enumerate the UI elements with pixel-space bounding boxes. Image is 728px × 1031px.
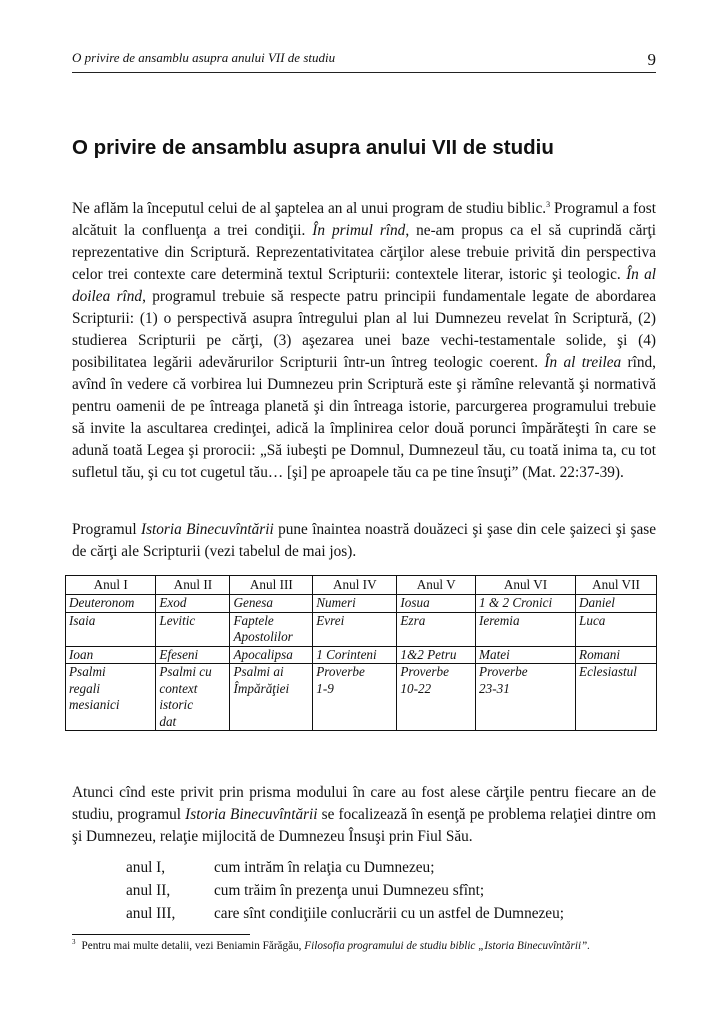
table-cell: Apocalipsa bbox=[230, 646, 313, 664]
table-cell: Psalmi bbox=[66, 664, 156, 681]
table-cell bbox=[576, 681, 657, 698]
table-cell bbox=[476, 697, 576, 714]
table-cell: 23-31 bbox=[476, 681, 576, 698]
table-cell: Împărăţiei bbox=[230, 681, 313, 698]
table-header-row bbox=[66, 576, 657, 595]
text-span: rînd, avînd în vedere că vorbirea lui Dumnezeu prin Scriptură este şi rămîne relevantă şi normativă pentru oamenii de pe întreaga planetă şi din întreaga istorie, parcurgerea programului trebuie să invite la ascultarea credinţei, adică la împlinirea celor două porunci împărăteşti în care se adună toată Legea şi prorocii: „Să iubeşti pe Domnul, Dumnezeul tău, cu toată inima ta, cu tot sufletul tău, şi cu tot cugetul tău… [şi] pe aproapele tău ca pe tine însuţi” (Mat. 22:37-39). bbox=[72, 354, 657, 481]
list-item-year: anul I, bbox=[126, 859, 166, 876]
text-span: Pentru mai multe detalii, vezi Beniamin Fărăgău, bbox=[81, 940, 305, 952]
text-span: , ne-am propus ca el să cuprindă cărţi reprezentative din Scriptură. Reprezentativitatea cărţilor alese trebuie privită din perspectiva celor trei contexte care determină textul Scripturii: contextele literar, istoric şi teologic. bbox=[72, 222, 656, 283]
table-cell bbox=[313, 629, 397, 646]
table-cell bbox=[476, 714, 576, 731]
table-cell: regali bbox=[66, 681, 156, 698]
table-cell bbox=[397, 629, 476, 646]
emphasis-text: Istoria Binecuvîntării bbox=[185, 806, 318, 823]
paragraph-focus bbox=[72, 782, 656, 848]
column-header: Anul V bbox=[397, 576, 476, 595]
table-cell bbox=[576, 629, 657, 646]
table-cell: Ezra bbox=[397, 612, 476, 629]
text-span: pune înaintea noastră douăzeci şi şase din cele şaizeci şi şase de cărţi ale Scripturii (vezi tabelul de mai jos). bbox=[72, 521, 656, 560]
page-number: 9 bbox=[647, 50, 656, 69]
footnote-rule bbox=[72, 934, 250, 935]
table-cell: Genesa bbox=[230, 595, 313, 613]
column-header: Anul IV bbox=[313, 576, 397, 595]
table-cell bbox=[66, 629, 156, 646]
table-row bbox=[66, 595, 657, 613]
emphasis-text: În primul rînd bbox=[312, 222, 406, 239]
table-cell: 1&2 Petru bbox=[397, 646, 476, 664]
header-rule bbox=[72, 72, 656, 73]
table-cell bbox=[576, 714, 657, 731]
table-cell: Daniel bbox=[576, 595, 657, 613]
table-cell bbox=[313, 697, 397, 714]
table-cell bbox=[313, 714, 397, 731]
column-header: Anul VII bbox=[576, 576, 657, 595]
list-item-text: cum intrăm în relaţia cu Dumnezeu; bbox=[214, 859, 435, 876]
running-header: O privire de ansamblu asupra anului VII de studiu bbox=[72, 50, 336, 65]
table-cell: Psalmi cu bbox=[156, 664, 230, 681]
table-cell: Psalmi ai bbox=[230, 664, 313, 681]
table-cell: Proverbe bbox=[397, 664, 476, 681]
table-cell bbox=[156, 629, 230, 646]
table-cell: mesianici bbox=[66, 697, 156, 714]
table-cell: 1 & 2 Cronici bbox=[476, 595, 576, 613]
table-row bbox=[66, 612, 657, 629]
table-cell bbox=[230, 697, 313, 714]
table-cell: 10-22 bbox=[397, 681, 476, 698]
table-row bbox=[66, 664, 657, 681]
table-cell: 1-9 bbox=[313, 681, 397, 698]
table-row bbox=[66, 629, 657, 646]
table-cell: Apostolilor bbox=[230, 629, 313, 646]
list-item bbox=[126, 902, 564, 925]
table-cell: Luca bbox=[576, 612, 657, 629]
column-header: Anul II bbox=[156, 576, 230, 595]
table-cell: istoric bbox=[156, 697, 230, 714]
column-header: Anul I bbox=[66, 576, 156, 595]
table-cell: Iosua bbox=[397, 595, 476, 613]
table-cell: Efeseni bbox=[156, 646, 230, 664]
list-item-text: cum trăim în prezenţa unui Dumnezeu sfînt; bbox=[214, 882, 485, 899]
table-cell: dat bbox=[156, 714, 230, 731]
table-cell: Ieremia bbox=[476, 612, 576, 629]
table-cell: Matei bbox=[476, 646, 576, 664]
footnote bbox=[72, 939, 672, 953]
emphasis-text: Filosofia programului de studiu biblic „Istoria Binecuvîntării”. bbox=[304, 940, 591, 952]
table-cell: Romani bbox=[576, 646, 657, 664]
text-span: , programul trebuie să respecte patru principii fundamentale legate de abordarea Scripturii: (1) o perspectivă asupra întregului plan al lui Dumnezeu revelat în Scriptură, (2) studierea Scripturii pe cărţi, (3) aşezarea unei baze vechi-testamentale solide, şi (4) posibilitatea legării adevărurilor Scripturii într-un întreg teologic coerent. bbox=[72, 288, 656, 371]
paragraph-program bbox=[72, 519, 656, 563]
table-row bbox=[66, 714, 657, 731]
table-cell bbox=[397, 697, 476, 714]
text-span: Ne aflăm la începutul celui de al şaptelea an al unui program de studiu biblic. bbox=[72, 200, 547, 217]
list-item bbox=[126, 879, 564, 902]
table-cell: Ioan bbox=[66, 646, 156, 664]
table-cell: Faptele bbox=[230, 612, 313, 629]
table-cell bbox=[230, 714, 313, 731]
table-cell bbox=[576, 697, 657, 714]
table-cell: context bbox=[156, 681, 230, 698]
text-span: Atunci cînd este privit prin prisma modului în care au fost alese cărţile pentru fiecare an de studiu, programul bbox=[72, 784, 656, 823]
list-item-text: care sînt condiţiile conlucrării cu un astfel de Dumnezeu; bbox=[214, 905, 564, 922]
table-cell: Eclesiastul bbox=[576, 664, 657, 681]
table-cell bbox=[397, 714, 476, 731]
year-focus-list bbox=[126, 856, 564, 925]
emphasis-text: În al treilea bbox=[544, 354, 622, 371]
table-cell: 1 Corinteni bbox=[313, 646, 397, 664]
text-span: Programul a fost alcătuit la confluenţa a trei condiţii. bbox=[72, 200, 656, 239]
table-cell bbox=[476, 629, 576, 646]
list-item bbox=[126, 856, 564, 879]
emphasis-text: Istoria Binecuvîntării bbox=[140, 521, 274, 538]
paragraph-intro bbox=[72, 198, 656, 484]
books-table bbox=[65, 575, 657, 731]
list-item-year: anul II, bbox=[126, 882, 171, 899]
list-item-year: anul III, bbox=[126, 905, 176, 922]
footnote-number: 3 bbox=[72, 938, 76, 947]
table-row bbox=[66, 646, 657, 664]
text-span: se focalizează în esenţă pe problema relaţiei dintre om şi Dumnezeu, relaţie mijlocită de Dumnezeu Însuşi prin Fiul Său. bbox=[72, 806, 656, 845]
emphasis-text: În al doilea rînd bbox=[72, 266, 657, 305]
column-header: Anul VI bbox=[476, 576, 576, 595]
text-span: Programul bbox=[72, 521, 141, 538]
section-title: O privire de ansamblu asupra anului VII de studiu bbox=[72, 136, 554, 159]
table-cell: Proverbe bbox=[313, 664, 397, 681]
column-header: Anul III bbox=[230, 576, 313, 595]
table-cell: Levitic bbox=[156, 612, 230, 629]
table-row bbox=[66, 697, 657, 714]
table-cell: Proverbe bbox=[476, 664, 576, 681]
table-cell: Isaia bbox=[66, 612, 156, 629]
table-cell: Deuteronom bbox=[66, 595, 156, 613]
table-cell: Evrei bbox=[313, 612, 397, 629]
table-cell: Exod bbox=[156, 595, 230, 613]
table-row bbox=[66, 681, 657, 698]
table-cell: Numeri bbox=[313, 595, 397, 613]
footnote-reference: 3 bbox=[546, 199, 551, 209]
table-cell bbox=[66, 714, 156, 731]
